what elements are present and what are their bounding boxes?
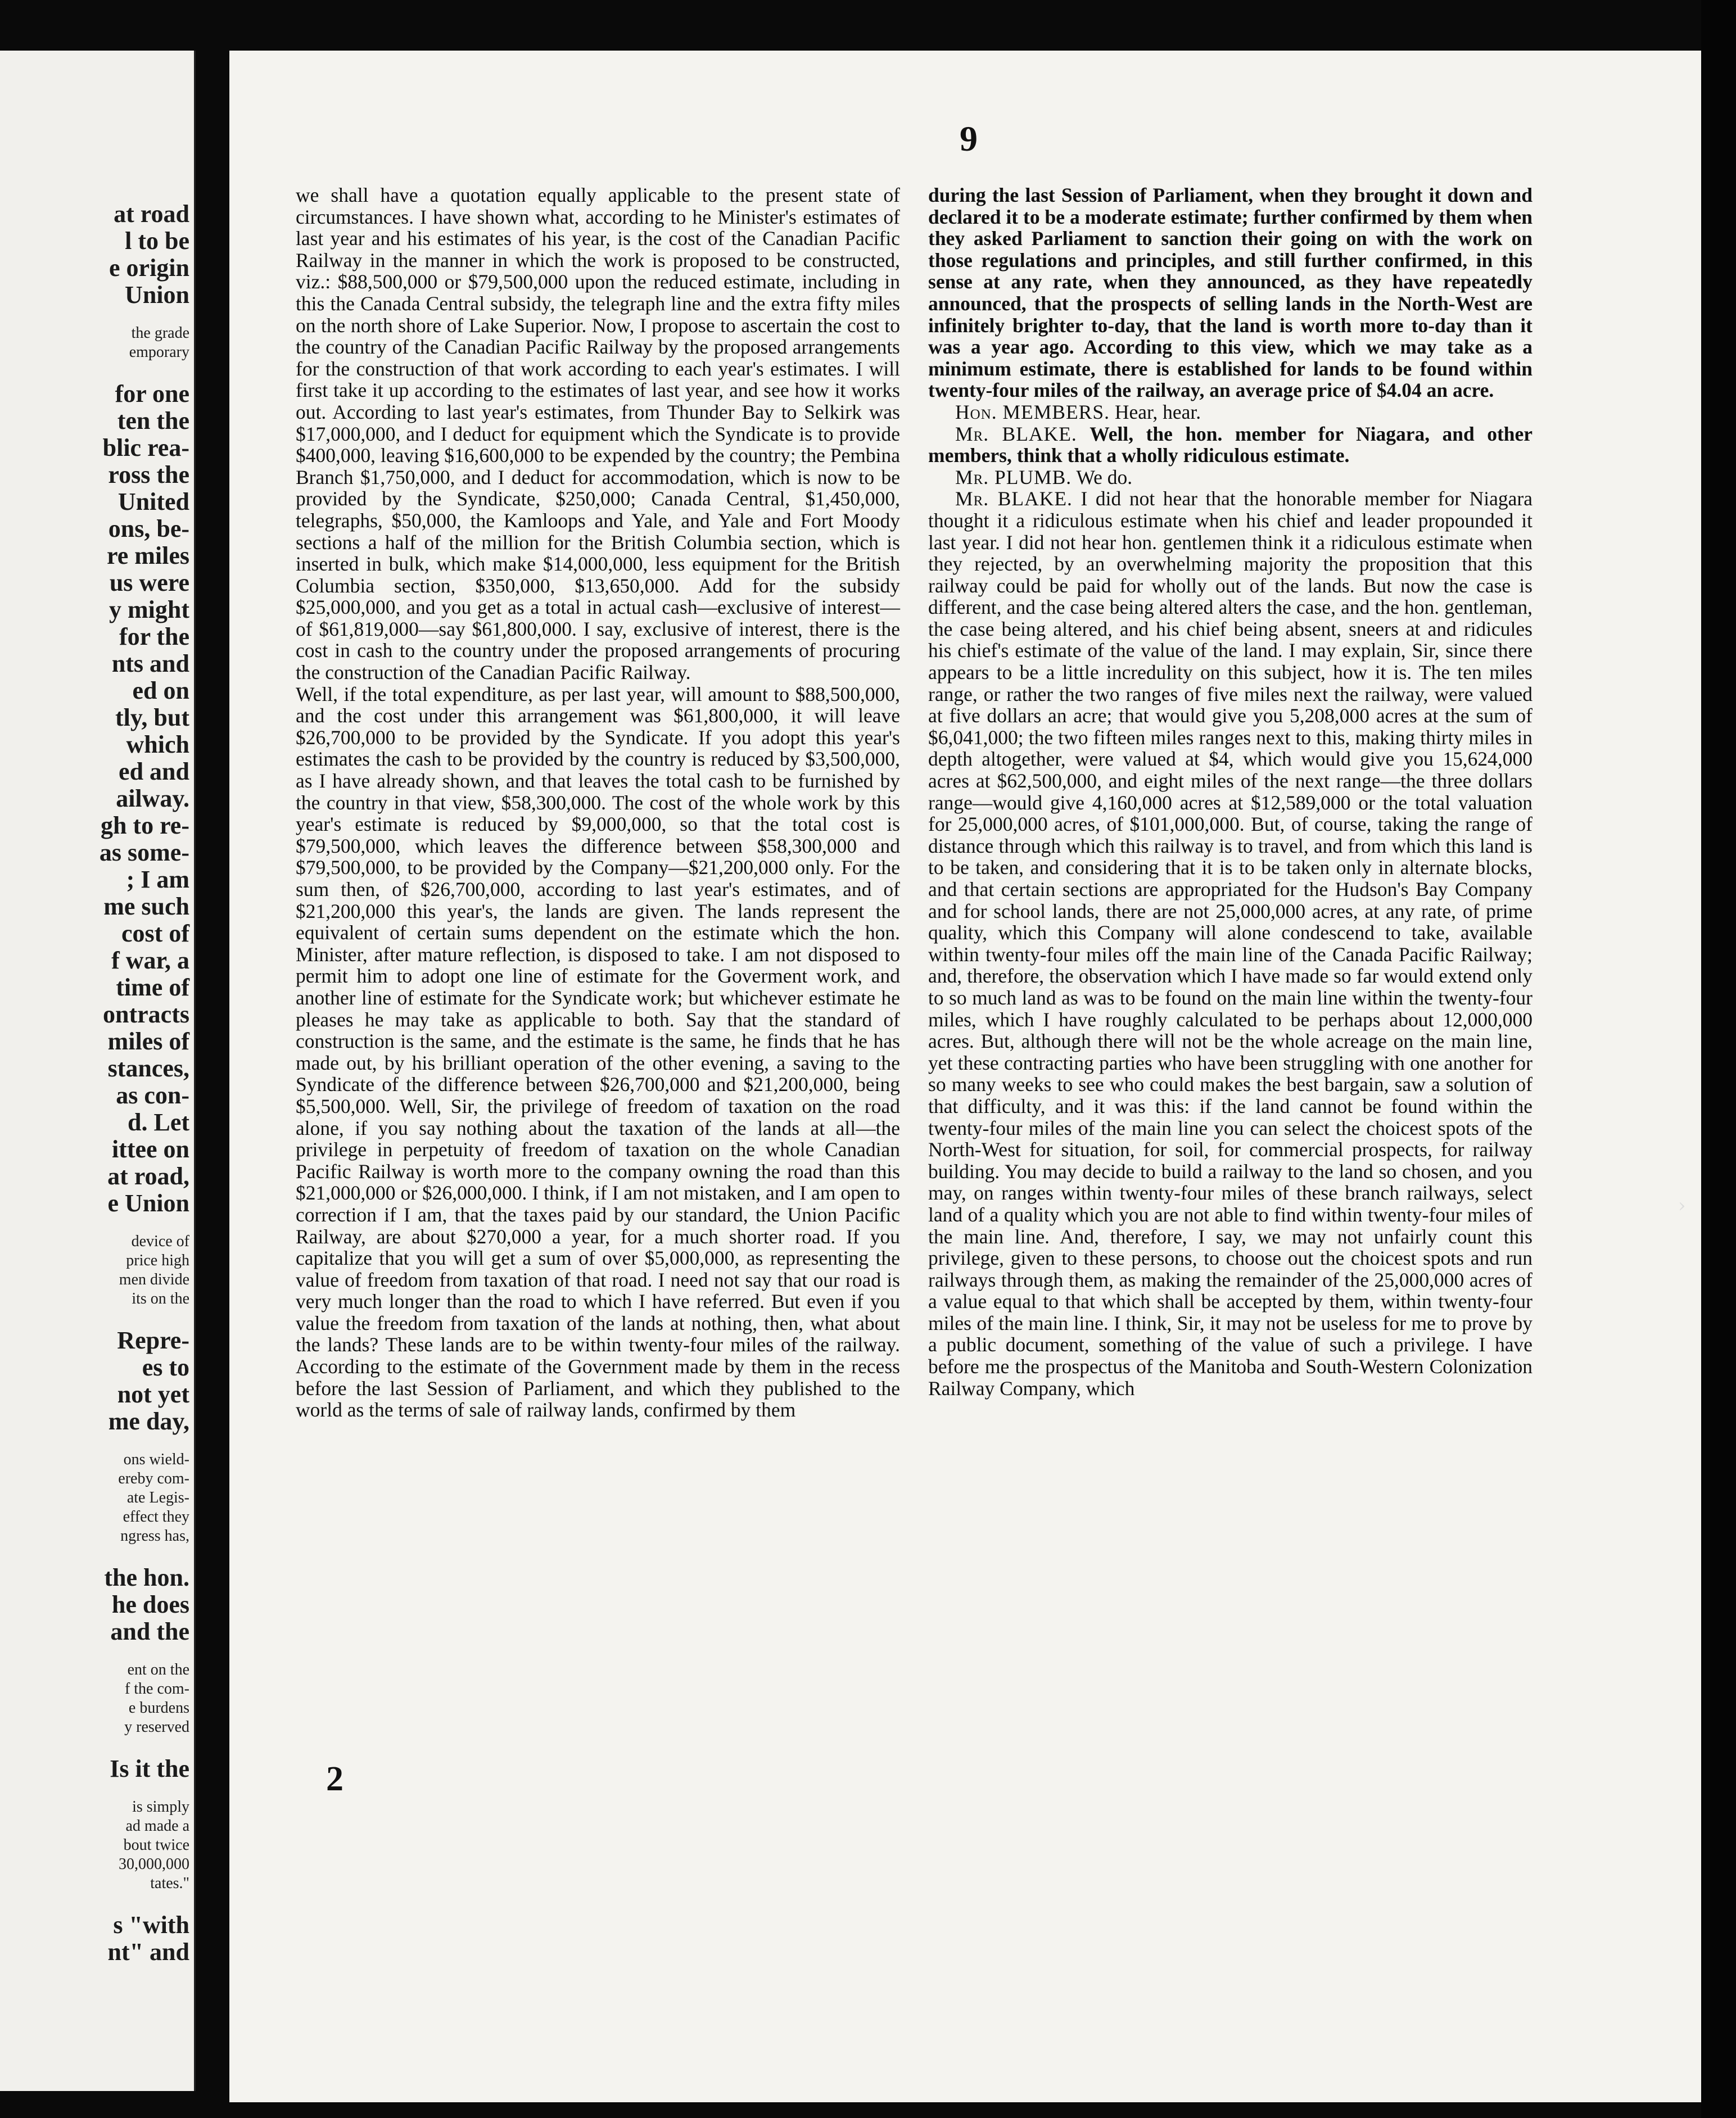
previous-page-line: s "with	[113, 1911, 189, 1939]
previous-page-line: d. Let	[128, 1108, 189, 1136]
paragraph	[296, 184, 900, 684]
previous-page-line: ons, be-	[108, 515, 189, 542]
paragraph	[928, 401, 1532, 423]
previous-page-line: the grade	[131, 324, 189, 342]
previous-page-line: cost of	[121, 920, 189, 947]
paragraph	[928, 467, 1532, 488]
previous-page-line: as some-	[99, 839, 189, 866]
previous-page-line: e origin	[109, 254, 189, 282]
previous-page-line: tates."	[150, 1875, 189, 1892]
previous-page-line: Union	[125, 281, 189, 309]
previous-page-line: its on the	[132, 1290, 189, 1307]
paragraph-text: Well, the hon. member for Niagara, and other members, think that a wholly ridiculous estimate.	[928, 422, 1533, 467]
previous-page-line: me such	[103, 893, 189, 920]
previous-page-line: Repre-	[117, 1327, 189, 1354]
edge-mark-icon: ›	[1678, 1194, 1686, 1217]
previous-page-line: bout twice	[123, 1836, 189, 1854]
previous-page-line: ross the	[108, 461, 189, 488]
previous-page-line: ; I am	[126, 866, 189, 893]
previous-page-line: ons wield-	[123, 1451, 189, 1468]
previous-page-line: es to	[142, 1354, 189, 1381]
previous-page-line: nt" and	[107, 1938, 189, 1966]
previous-page-line: Is it the	[110, 1755, 189, 1782]
previous-page-line: as con-	[116, 1081, 189, 1109]
speaker-name: Mr. PLUMB.	[955, 465, 1072, 488]
previous-page-line: ereby com-	[118, 1470, 189, 1487]
previous-page-line: men divide	[119, 1271, 189, 1288]
previous-page-line: ontracts	[103, 1001, 189, 1028]
paragraph-text: Well, if the total expenditure, as per last year, will amount to $88,500,000, and the cost under this arrangement was $61,800,000, it will leave $26,700,000 to be provided by the Syndicate. If you adopt this year's estimates the cash to be provided by the country is reduced by $3,500,000, as I have already shown, and that leaves the total cash to be furnished by the country in that view, $58,300,000. The cost of the whole work by this year's estimate is reduced by $9,000,000, so that the total cost is $79,500,000, which leaves the difference between $58,300,000 and $79,500,000, to be provided by the Company—$21,200,000 only. For the sum then, of $26,700,000, according to last year's estimates, and of $21,200,000 this year's, the lands are given. The lands represent the equivalent of certain sums dependent on the estimate which the hon. Minister, after mature reflection, is disposed to take. I am not disposed to permit him to adopt one line of estimate for the Goverment work, and another line of estimate for the Syndicate work; but whichever estimate he pleases he may take as applicable to both. Say that the standard of construction is the same, and the estimate is the same, he finds that he has made out, by his brilliant operation of the other evening, a saving to the Syndicate of the difference between $26,700,000 and $21,200,000, being $5,500,000. Well, Sir, the privilege of freedom of taxation on the road alone, if you say nothing about the taxation of the lands at all—the privilege in perpetuity of freedom of taxation on the whole Canadian Pacific Railway is worth more to the company owning the road than this $21,000,000 or $26,000,000. I think, if I am not mistaken, and I am open to correction if I am, that the taxes paid by our standard, the Union Pacific Railway, are about $270,000 a year, for a much shorter road. If you capitalize that you will get a sum of over $5,000,000, as representing the value of freedom from taxation of that road. I need not say that our road is very much longer than the road to which I have referred. But even if you value the freedom from taxation of the lands at nothing, then, what about the lands? These lands are to be within twenty-four miles of the railway. According to the estimate of the Government made by them in the recess before the last Session of Parliament, and which they published to the world as the terms of sale of railway lands, confirmed by them	[296, 682, 900, 1422]
right-text-column	[928, 184, 1532, 1399]
previous-page-line: at road,	[107, 1162, 189, 1190]
previous-page-line: ngress has,	[120, 1527, 189, 1545]
previous-page-line: effect they	[123, 1508, 189, 1526]
paragraph-text: Hear, hear.	[1114, 400, 1201, 423]
previous-page-line: not yet	[117, 1381, 189, 1408]
paragraph-text: I did not hear that the honorable member for Niagara thought it a ridiculous estimate when his chief and leader propounded it last year. I did not hear hon. gentlemen think it a ridiculous estimate when they rejected, by an overwhelming majority the proposition that this railway could be paid for wholly out of the lands. But now the case is different, and the case being altered alters the case, and the hon. gentleman, the case being altered, and his chief being absent, sneers at and ridicules his chief's estimate of the value of the land. I may explain, Sir, since there appears to be a little incredulity on this subject, how it is. The ten miles range, or rather the two ranges of five miles next the railway, were valued at five dollars an acre; that would give you 5,208,000 acres at the sum of $6,041,000; the two fifteen miles ranges next to this, making thirty miles in depth altogether, were valued at $4, which would give you 15,624,000 acres at $62,500,000, and eight miles of the next range—the three dollars range—would give 4,160,000 acres at $12,589,000 or the total valuation for 25,000,000 acres, of $101,000,000. But, of course, taking the range of distance through which this railway is to travel, and from which this land is to be taken, and considering that it is to be taken only in alternate blocks, and that certain sections are appropriated for the Hudson's Bay Company and for school lands, there are not 25,000,000 acres, at any rate, of prime quality, which this Company will alone condescend to take, available within twenty-four miles off the main line of the Canada Pacific Railway; and, therefore, the observation which I have made so far would extend only to so much land as was to be found on the main line within the twenty-four miles, which I have roughly calculated to be perhaps about 12,000,000 acres. But, although there will not be the whole acreage on the main line, yet these contracting parties who have been struggling with one another for so many weeks to see who could makes the best bargain, saw a solution of that difficulty, and it was this: if the land cannot be found within the twenty-four miles of the main line you can select the choicest spots of the North-West for situation, for soil, for commercial prospects, for railway building. You may decide to build a railway to the land so chosen, and you may, on ranges within twenty-four miles of these branch railways, select land of a quality which you are not able to find within twenty-four miles of the main line. And, therefore, I say, we may not unfairly count this privilege, given to these persons, to choose out the choicest spots and run railways through them, as making the remainder of the 25,000,000 acres of a value equal to that which shall be accepted by them, within twenty-four miles of the main line. I think, Sir, it may not be useless for me to prove by a public document, something of the value of such a privilege. I have before me the prospectus of the Manitoba and South-Western Colonization Railway Company, which	[928, 487, 1533, 1400]
previous-page-line: ent on the	[127, 1661, 189, 1678]
left-text-column	[296, 184, 900, 1421]
previous-page-line: for the	[119, 623, 189, 650]
previous-page-line: for one	[115, 380, 189, 408]
previous-page-line: ed and	[119, 758, 189, 785]
speaker-name: Mr. BLAKE.	[955, 487, 1073, 510]
previous-page-line: the hon.	[104, 1564, 189, 1591]
previous-page-line: at road	[114, 200, 189, 228]
paragraph-text: during the last Session of Parliament, when they brought it down and declared it to be a moderate estimate; further confirmed by them when they asked Parliament to sanction their going on with the work on those regulations and principles, and still further confirmed, in this sense at any rate, when they announced, as they have repeatedly announced, that the prospects of selling lands in the North-West are infinitely brighter to-day, that the land is worth more to-day than it was a year ago. According to this view, which we may take as a minimum estimate, there is established for lands to be found within twenty-four miles of the railway, an average price of $4.04 an acre.	[928, 184, 1532, 402]
previous-page-line: price high	[126, 1252, 189, 1269]
scanner-edge	[1701, 0, 1736, 2118]
previous-page-line: ate Legis-	[126, 1489, 189, 1506]
previous-page-line: and the	[110, 1618, 189, 1645]
previous-page-line: us were	[109, 569, 189, 596]
previous-page-line: l to be	[125, 227, 189, 255]
paragraph	[928, 184, 1532, 401]
document-page	[229, 51, 1708, 2102]
previous-page-line: tly, but	[115, 704, 189, 731]
previous-page-line: ten the	[117, 407, 189, 435]
previous-page-line: ittee on	[111, 1135, 189, 1163]
previous-page-line: gh to re-	[100, 812, 189, 839]
previous-page-line: re miles	[106, 542, 189, 569]
previous-page-line: nts and	[111, 650, 189, 677]
previous-page-line: which	[126, 731, 189, 758]
paragraph	[928, 423, 1532, 467]
previous-page-line: ed on	[132, 677, 189, 704]
previous-page-line: y might	[109, 596, 189, 623]
paragraph	[928, 488, 1532, 1399]
previous-page-line: ad made a	[125, 1817, 189, 1835]
paragraph-text: we shall have a quotation equally applicable to the present state of circumstances. I have shown what, according to he Minister's estimates of last year and his estimates of his year, is the cost of the Canadian Pacific Railway in the manner in which the work is proposed to be constructed, viz.: $88,500,000 or $79,500,000 upon the reduced estimate, including in this the Canada Central subsidy, the telegraph line and the extra fifty miles on the north shore of Lake Superior. Now, I propose to ascertain the cost to the country of the Canadian Pacific Railway by the proposed arrangements for the construction of that work according to each year's estimates. I will first take it up according to the estimates of last year, and see how it works out. According to last year's estimates, from Thunder Bay to Selkirk was $17,000,000, and I deduct for equipment which the Syndicate is to provide $400,000, leaving $16,600,000 to be expended by the country; the Pembina Branch $1,750,000, and I deduct for accommodation, which is now to be provided by the Syndicate, $250,000; Canada Central, $1,450,000, telegraphs, $50,000, the Kamloops and Yale, and Yale and Fort Moody sections a half of the million for the British Columbia section, which is inserted in bulk, which make $14,000,000, less equipment for the British Columbia section, $350,000, $13,650,000. Add for the subsidy $25,000,000, and you get as a total in actual cash—exclusive of interest—of $61,819,000—say $61,800,000. I say, exclusive of interest, there is the cost in cash to the country under the proposed arrangements of procuring the construction of the Canadian Pacific Railway.	[296, 184, 900, 684]
speaker-name: Hon. MEMBERS.	[955, 400, 1110, 423]
previous-page-line: me day,	[108, 1408, 189, 1435]
previous-page-line: f war, a	[111, 947, 189, 974]
paragraph	[296, 684, 900, 1421]
previous-page-line: device of	[131, 1233, 189, 1250]
paragraph-text: We do.	[1076, 465, 1133, 488]
signature-mark: 2	[326, 1760, 343, 1798]
previous-page-line: ailway.	[116, 785, 189, 812]
previous-page-edge	[0, 51, 196, 2091]
page-number: 9	[960, 119, 978, 159]
speaker-name: Mr. BLAKE.	[955, 422, 1077, 445]
previous-page-line: time of	[116, 974, 189, 1001]
previous-page-line: y reserved	[124, 1718, 189, 1736]
previous-page-line: he does	[111, 1591, 189, 1618]
previous-page-line: e Union	[107, 1189, 189, 1217]
previous-page-line: f the com-	[124, 1680, 189, 1698]
previous-page-line: 30,000,000	[119, 1855, 189, 1873]
previous-page-line: blic rea-	[102, 434, 189, 461]
previous-page-line: emporary	[129, 343, 189, 361]
previous-page-line: stances,	[107, 1055, 189, 1082]
previous-page-line: miles of	[107, 1028, 189, 1055]
previous-page-line: United	[117, 488, 189, 515]
previous-page-line: is simply	[132, 1798, 189, 1816]
previous-page-line: e burdens	[128, 1699, 189, 1717]
